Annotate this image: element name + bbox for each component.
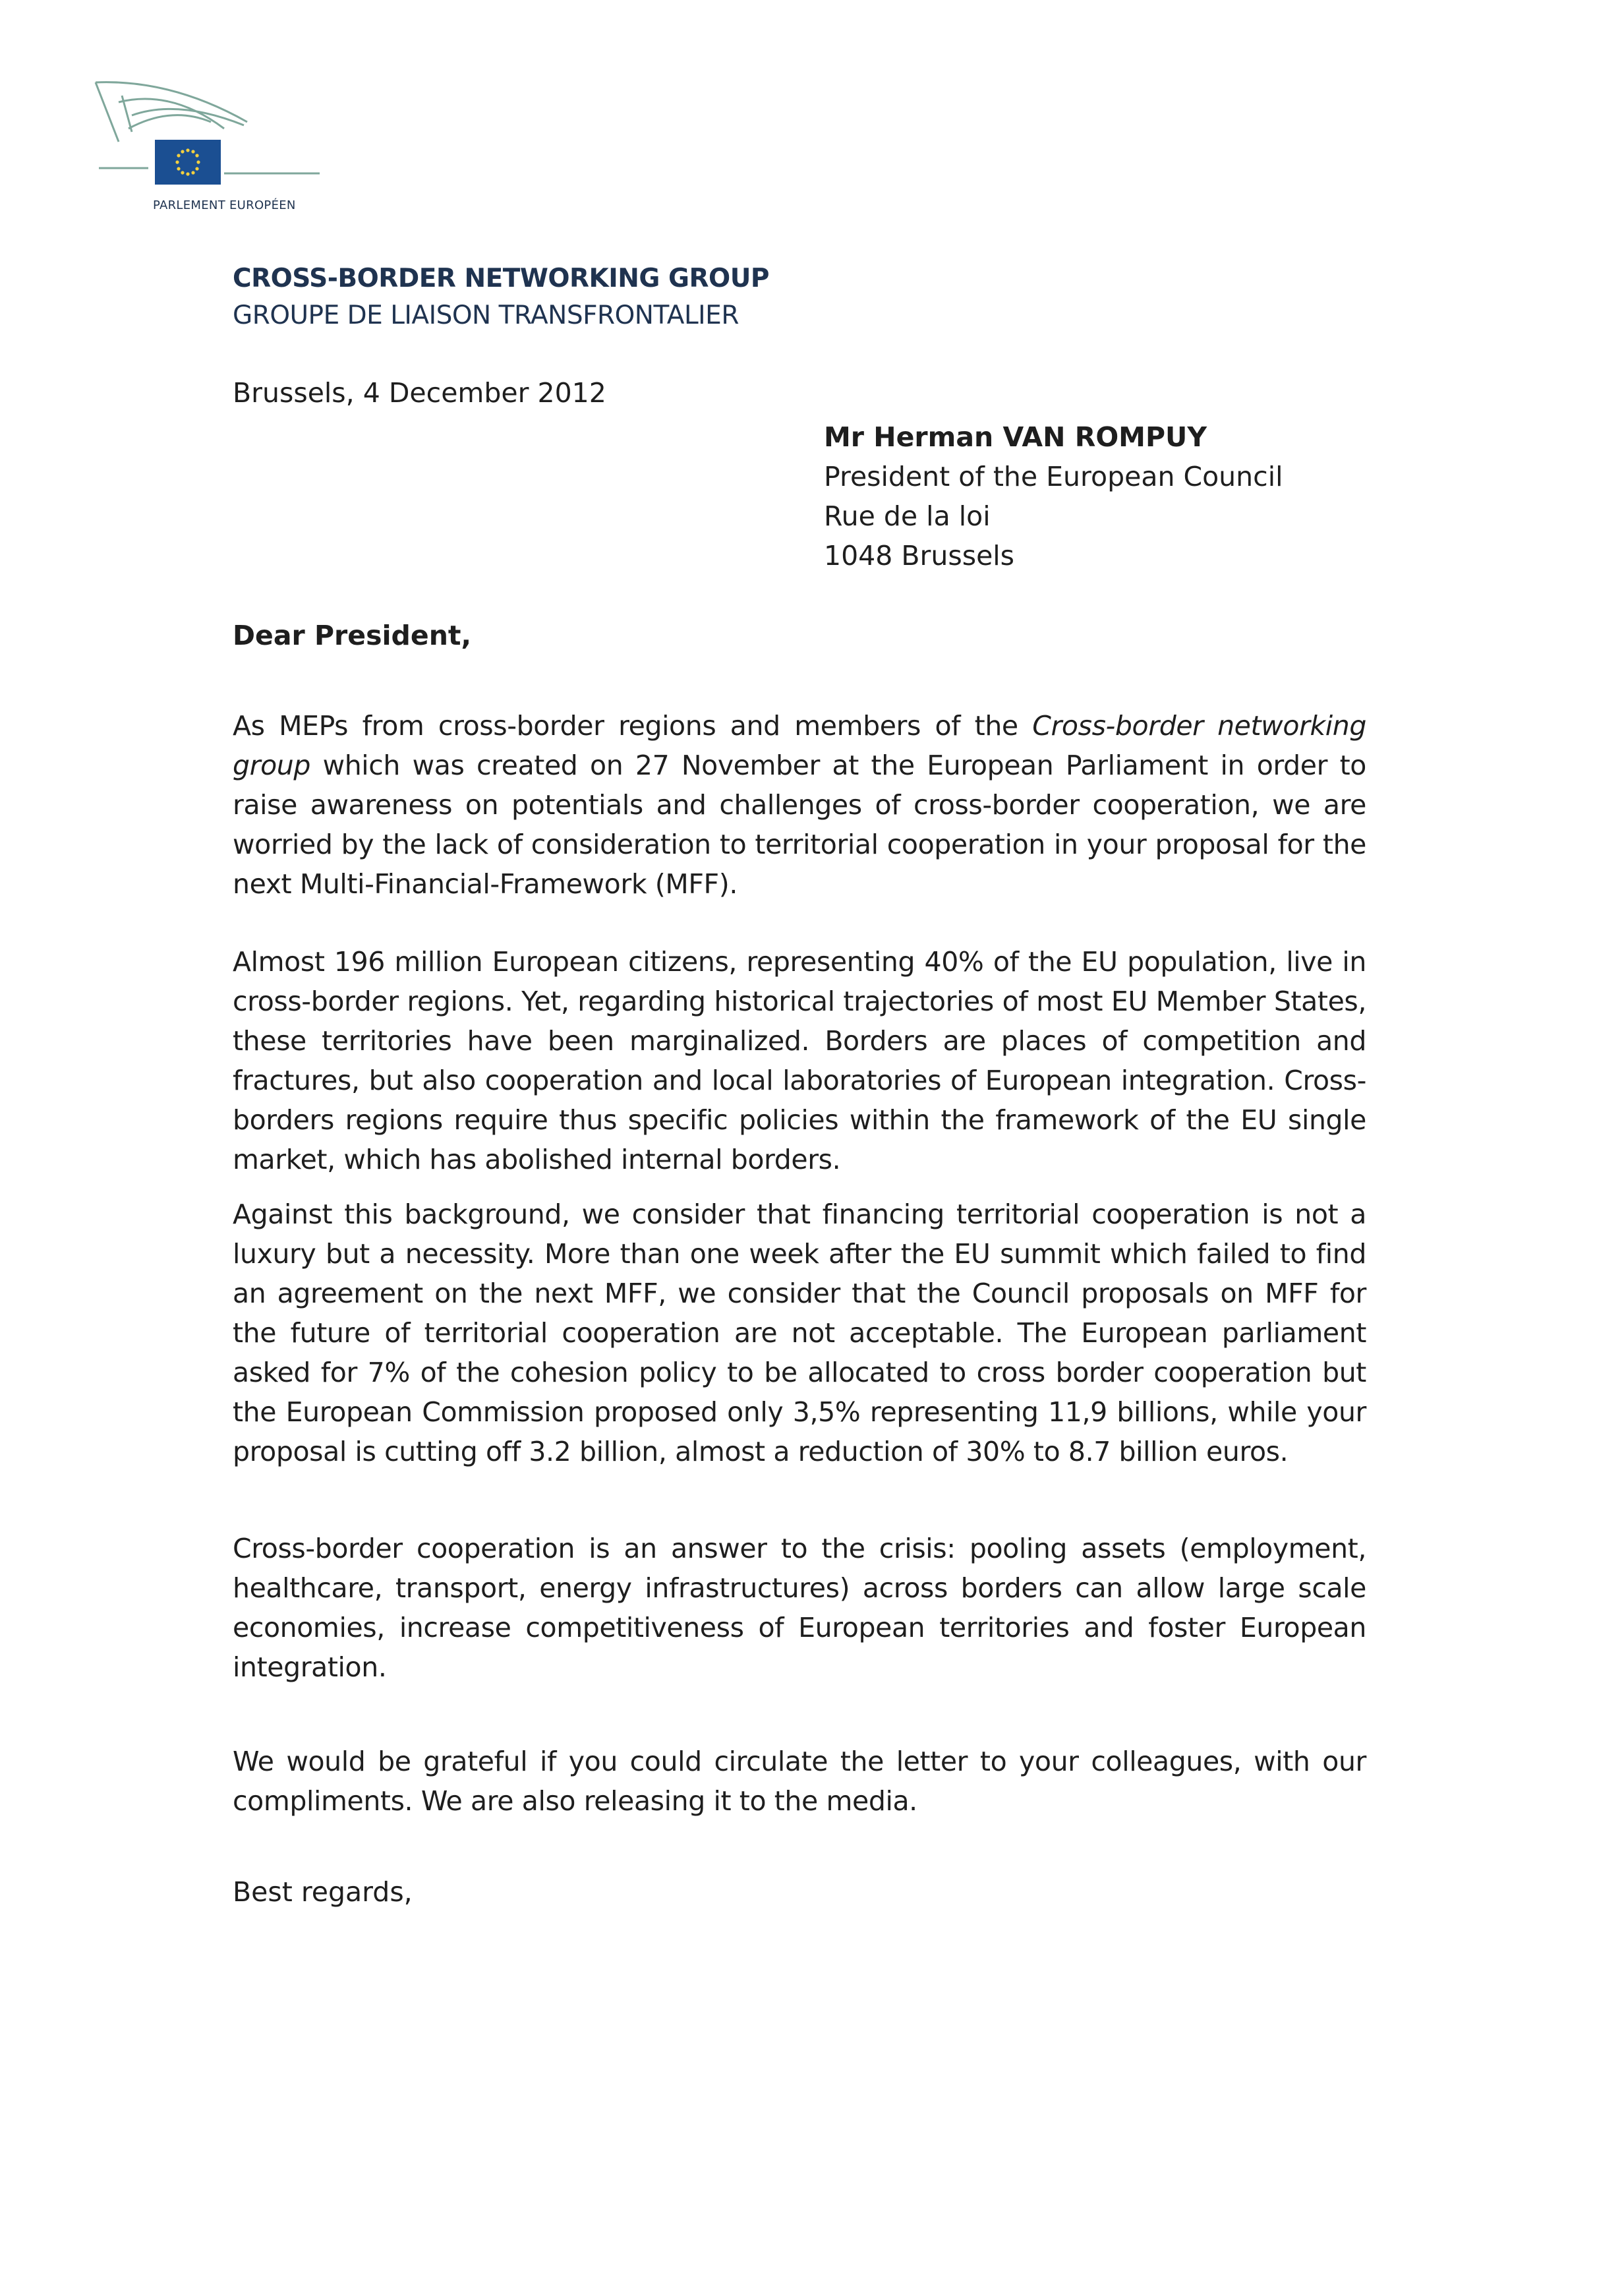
letter-date: Brussels, 4 December 2012	[233, 377, 606, 409]
closing: Best regards,	[233, 1876, 413, 1908]
parliament-caption: PARLEMENT EUROPÉEN	[153, 198, 296, 212]
group-name-fr: GROUPE DE LIAISON TRANSFRONTALIER	[233, 301, 739, 330]
parliament-emblem-icon	[92, 76, 330, 194]
paragraph-4: Cross-border cooperation is an answer to the crisis: pooling assets (employment, healthcare, transport, energy infrastructures) across borders can allow large scale economies, increase competitiveness of European territories and foster European integration.	[233, 1533, 1366, 1683]
recipient-title: President of the European Council	[824, 461, 1283, 492]
salutation: Dear President,	[233, 620, 472, 651]
paragraph-1-group-name: Cross-border networking group	[233, 710, 1366, 781]
paragraph-1-text-b: which was created on 27 November at the European Parliament in order to raise awareness on potentials and challenges of cross-border cooperation, we are worried by the lack of consideration to territorial cooperation in your proposal for the next Multi-Financial-Framework (MFF).	[233, 750, 1366, 900]
eu-flag	[155, 140, 221, 185]
paragraph-5: We would be grateful if you could circulate the letter to your colleagues, with our compliments. We are also releasing it to the media.	[233, 1746, 1366, 1817]
paragraph-3: Against this background, we consider that financing territorial cooperation is not a luxury but a necessity. More than one week after the EU summit which failed to find an agreement on the next MFF, we consider that the Council proposals on MFF for the future of territorial cooperation are not acceptable. The European parliament asked for 7% of the cohesion policy to be allocated to cross border cooperation but the European Commission proposed only 3,5% representing 11,9 billions, while your proposal is cutting off 3.2 billion, almost a reduction of 30% to 8.7 billion euros.	[233, 1198, 1366, 1467]
paragraph-1-text-a: As MEPs from cross-border regions and members of the	[233, 710, 1033, 742]
recipient-city: 1048 Brussels	[824, 540, 1015, 572]
recipient-address	[824, 417, 1283, 576]
recipient-name: Mr Herman VAN ROMPUY	[824, 421, 1207, 453]
paragraph-2: Almost 196 million European citizens, representing 40% of the EU population, live in cross-border regions. Yet, regarding historical trajectories of most EU Member States, these territories have been marginalized. Borders are places of competition and fractures, but also cooperation and local laboratories of European integration. Cross-borders regions require thus specific policies within the framework of the EU single market, which has abolished internal borders.	[233, 946, 1366, 1175]
paragraph-1	[233, 706, 1366, 904]
recipient-street: Rue de la loi	[824, 500, 991, 532]
group-name: CROSS-BORDER NETWORKING GROUP	[233, 264, 769, 293]
european-parliament-logo	[92, 76, 330, 227]
